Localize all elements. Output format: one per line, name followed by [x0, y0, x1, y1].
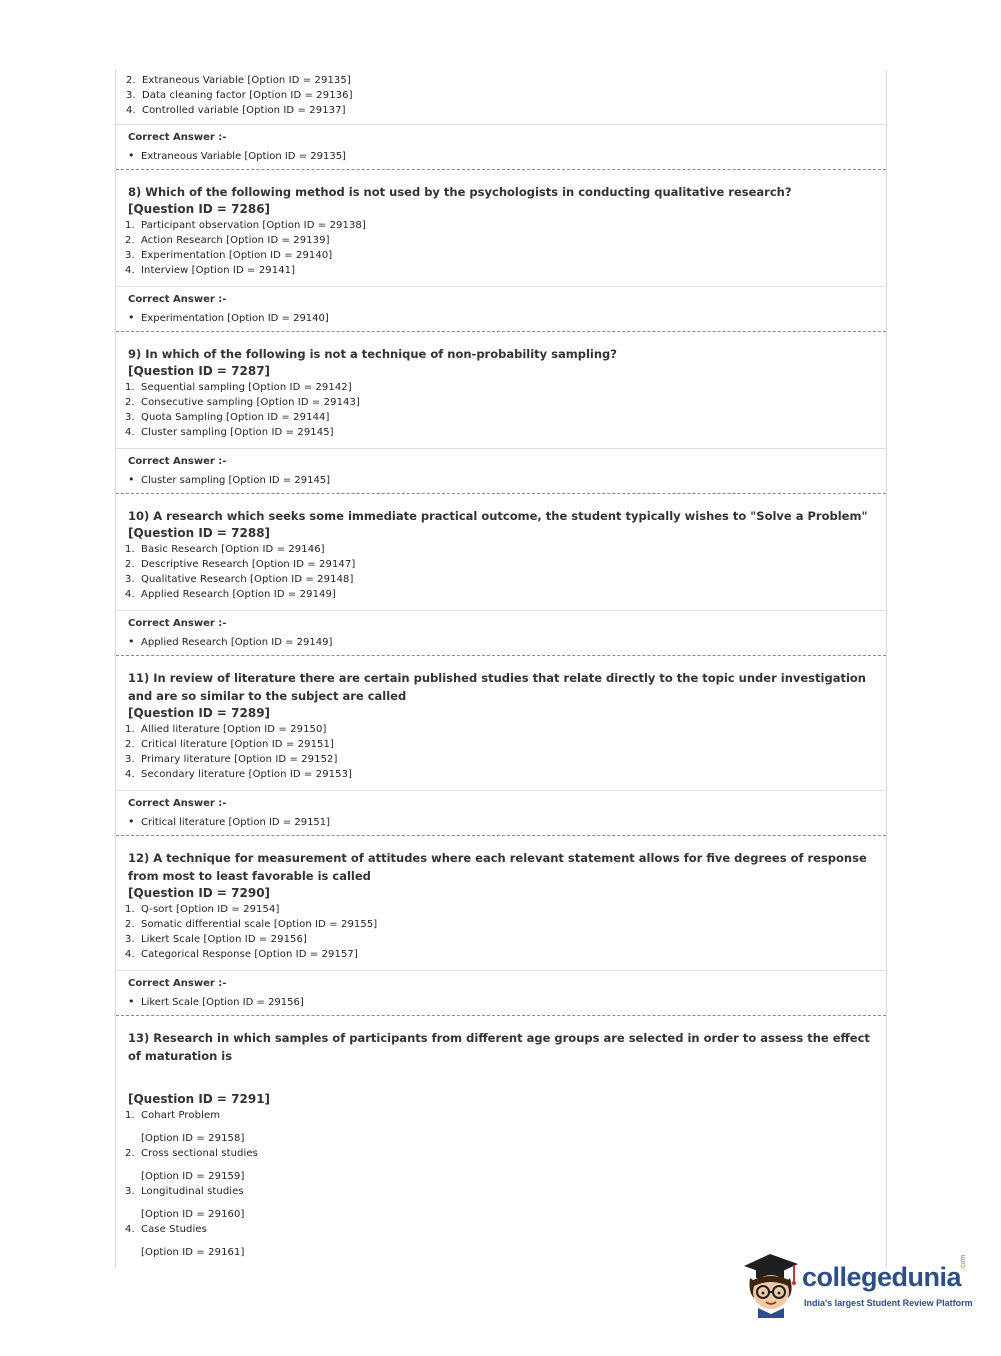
question-id: [Question ID = 7286] [128, 202, 271, 216]
option-item: 4. Categorical Response [Option ID = 29157] [125, 949, 358, 960]
option-item: 2. Descriptive Research [Option ID = 29147] [125, 559, 356, 570]
brand-name: collegedunia [802, 1262, 962, 1292]
option-list [125, 1108, 876, 1260]
option-item: 2. Cross sectional studies [Option ID = 29159] [125, 1148, 258, 1182]
option-item: 1. Cohart Problem [Option ID = 29158] [125, 1110, 245, 1144]
correct-answer-label: Correct Answer :- [128, 456, 227, 467]
bullet-icon: • [128, 635, 135, 648]
option-item: 3. Experimentation [Option ID = 29140] [125, 250, 333, 261]
brand-domain: .com [960, 1254, 967, 1270]
option-item: 1. Allied literature [Option ID = 29150] [125, 724, 327, 735]
option-item: 1. Participant observation [Option ID = 29138] [125, 220, 366, 231]
correct-answer: • Critical literature [Option ID = 29151] [128, 815, 331, 828]
correct-answer-label: Correct Answer :- [128, 798, 227, 809]
option-list [125, 542, 876, 602]
option-item: 1. Sequential sampling [Option ID = 29142] [125, 382, 352, 393]
correct-answer: • Likert Scale [Option ID = 29156] [128, 995, 304, 1008]
option-item: 2. Somatic differential scale [Option ID = 29155] [125, 919, 378, 930]
question-block [116, 494, 886, 610]
question-text: 8) Which of the following method is not used by the psychologists in conducting qualitative research? [128, 185, 792, 199]
correct-answer-block [116, 970, 886, 1016]
option-item: 4. Secondary literature [Option ID = 29153] [125, 769, 353, 780]
option-item: 4. Applied Research [Option ID = 29149] [125, 589, 336, 600]
option-item: 1. Q-sort [Option ID = 29154] [125, 904, 280, 915]
question-text: 11) In review of literature there are certain published studies that relate directly to the topic under investigation and are so similar to the subject are called [128, 671, 866, 703]
question-block [116, 170, 886, 286]
correct-answer-block [116, 790, 886, 836]
question-id: [Question ID = 7288] [128, 526, 271, 540]
question-paper [115, 70, 887, 1268]
question-text: 12) A technique for measurement of attitudes where each relevant statement allows for five degrees of response from most to least favorable is called [128, 851, 867, 883]
collegedunia-logo[interactable] [740, 1248, 980, 1318]
bullet-icon: • [128, 149, 135, 162]
mascot-icon [740, 1248, 802, 1318]
bullet-icon: • [128, 995, 135, 1008]
question-block [116, 836, 886, 970]
correct-answer-block [116, 124, 886, 170]
option-item: 3. Data cleaning factor [Option ID = 29136] [126, 90, 353, 101]
option-item: 4. Case Studies [Option ID = 29161] [125, 1224, 245, 1258]
option-list [125, 902, 876, 962]
option-item: 4. Cluster sampling [Option ID = 29145] [125, 427, 334, 438]
option-item: 3. Longitudinal studies [Option ID = 29160] [125, 1186, 245, 1220]
question-id: [Question ID = 7287] [128, 364, 271, 378]
correct-answer: • Extraneous Variable [Option ID = 29135] [128, 149, 346, 162]
option-list [125, 722, 876, 782]
correct-answer-block [116, 448, 886, 494]
question-block [116, 332, 886, 448]
question-block [116, 1016, 886, 1268]
bullet-icon: • [128, 311, 135, 324]
brand-tagline: India's largest Student Review Platform [804, 1298, 973, 1308]
option-item: 1. Basic Research [Option ID = 29146] [125, 544, 325, 555]
option-item: 4. Interview [Option ID = 29141] [125, 265, 296, 276]
question-id: [Question ID = 7290] [128, 886, 271, 900]
correct-answer-label: Correct Answer :- [128, 618, 227, 629]
option-item: 4. Controlled variable [Option ID = 29137] [126, 105, 346, 116]
blank-space [128, 1065, 876, 1091]
option-item: 3. Quota Sampling [Option ID = 29144] [125, 412, 330, 423]
question-text: 9) In which of the following is not a technique of non-probability sampling? [128, 347, 617, 361]
correct-answer: • Applied Research [Option ID = 29149] [128, 635, 333, 648]
bullet-icon: • [128, 473, 135, 486]
question-text: 10) A research which seeks some immediate practical outcome, the student typically wishes to "Solve a Problem" [128, 509, 868, 523]
correct-answer: • Experimentation [Option ID = 29140] [128, 311, 329, 324]
option-item: 2. Extraneous Variable [Option ID = 29135] [126, 75, 351, 86]
question-id: [Question ID = 7289] [128, 706, 271, 720]
option-list [125, 218, 876, 278]
correct-answer-label: Correct Answer :- [128, 132, 227, 143]
correct-answer-label: Correct Answer :- [128, 978, 227, 989]
option-item: 3. Likert Scale [Option ID = 29156] [125, 934, 307, 945]
option-list [125, 380, 876, 440]
option-item: 2. Critical literature [Option ID = 29151] [125, 739, 334, 750]
option-item: 3. Qualitative Research [Option ID = 29148] [125, 574, 354, 585]
option-item: 2. Action Research [Option ID = 29139] [125, 235, 330, 246]
correct-answer-block [116, 610, 886, 656]
correct-answer-block [116, 286, 886, 332]
question-text: 13) Research in which samples of participants from different age groups are selected in order to assess the effect of maturation is [128, 1031, 870, 1063]
bullet-icon: • [128, 815, 135, 828]
previous-question-options [116, 70, 886, 124]
option-item: 2. Consecutive sampling [Option ID = 29143] [125, 397, 360, 408]
correct-answer: • Cluster sampling [Option ID = 29145] [128, 473, 331, 486]
option-item: 3. Primary literature [Option ID = 29152] [125, 754, 338, 765]
question-block [116, 656, 886, 790]
correct-answer-label: Correct Answer :- [128, 294, 227, 305]
question-id: [Question ID = 7291] [128, 1092, 271, 1106]
